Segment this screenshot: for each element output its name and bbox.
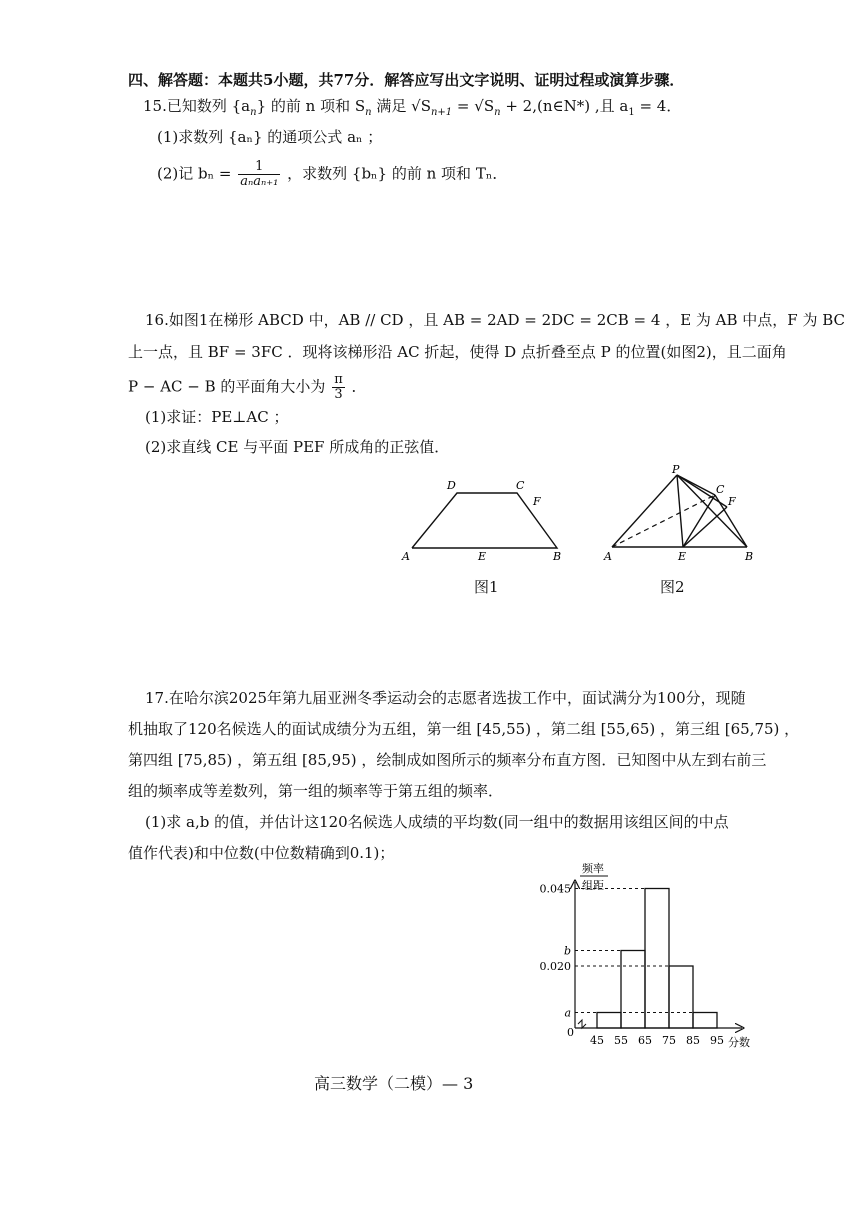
fig1-label-E: E: [478, 550, 487, 563]
y-tick-1: a: [564, 1006, 571, 1020]
edge-EF: [683, 507, 727, 547]
fig2-label-E: E: [678, 550, 687, 563]
y-label-top: 频率: [582, 862, 604, 875]
q17-line1: 17.在哈尔滨2025年第九届亚洲冬季运动会的志愿者选拔工作中，面试满分为100分，现随: [145, 689, 746, 707]
x-tick-75: 75: [662, 1034, 676, 1047]
x-tick-65: 65: [638, 1034, 652, 1047]
q17-part1-line1: (1)求 a,b 的值，并估计这120名候选人成绩的平均数(同一组中的数据用该组区间的中点: [145, 813, 729, 831]
q17-line3: 第四组 [75,85) ，第五组 [85,95) ，绘制成如图所示的频率分布直方图．已知图中从左到右前三: [128, 751, 767, 769]
q16-line3: P − AC − B 的平面角大小为 $\frac{\pi}{3}$ ．: [128, 372, 367, 402]
histogram-bar-2: [621, 951, 645, 1029]
edge-PA: [612, 475, 677, 547]
fig2-label-C: C: [716, 483, 725, 496]
q16-part1: (1)求证：PE⊥AC ；: [145, 408, 289, 426]
y-label-bottom: 组距: [582, 879, 604, 892]
y-tick-2: 0.020: [539, 960, 571, 973]
x-tick-95: 95: [710, 1034, 724, 1047]
fig1-label-D: D: [447, 479, 456, 492]
q15-part1: (1)求数列 {aₙ} 的通项公式 aₙ ；: [157, 128, 383, 146]
edge-PE: [677, 475, 683, 547]
q16-line2: 上一点，且 BF = 3FC ．现将该梯形沿 AC 折起，使得 D 点折叠至点 P 的位置(如图2)，且二面角: [128, 343, 787, 361]
y-tick-3: b: [563, 944, 571, 958]
figure-2-caption: 图2: [660, 578, 685, 596]
fig1-label-A: A: [402, 550, 410, 563]
q15-part2: (2)记 bₙ = $\frac{1}{\text{aₙaₙ₊₁}}$ ，求数列 {bₙ} 的前 n 项和 Tₙ．: [157, 159, 508, 189]
histogram-bar-5: [693, 1013, 717, 1029]
q17-line2: 机抽取了120名候选人的面试成绩分为五组，第一组 [45,55) ，第二组 [55,65) ，第三组 [65,75) ，: [128, 720, 800, 738]
axis-break-icon: [578, 1020, 586, 1028]
histogram-bar-4: [669, 966, 693, 1028]
edge-PB: [677, 475, 747, 547]
fig2-label-A: A: [604, 550, 612, 563]
figure-2-pyramid: [600, 465, 765, 570]
fig2-label-B: B: [745, 550, 754, 563]
fig1-label-F: F: [533, 495, 541, 508]
x-tick-85: 85: [686, 1034, 700, 1047]
fig1-label-B: B: [553, 550, 562, 563]
origin-label: 0: [567, 1026, 574, 1039]
q17-line4: 组的频率成等差数列，第一组的频率等于第五组的频率．: [128, 782, 504, 800]
page-footer: 高三数学（二模）— 3: [314, 1074, 474, 1093]
edge-EC: [683, 495, 715, 547]
fig2-label-P: P: [672, 463, 680, 476]
q15-fraction: $\frac{1}{\text{aₙaₙ₊₁}}$: [240, 159, 279, 189]
q16-line1: 16.如图1在梯形 ABCD 中，AB // CD ，且 AB = 2AD = 2DC = 2CB = 4 ，E 为 AB 中点，F 为 BC: [145, 311, 846, 329]
histogram-bar-1: [597, 1013, 621, 1029]
histogram-bar-3: [645, 889, 669, 1029]
figure-1-trapezoid: [400, 478, 570, 573]
q16-part2: (2)求直线 CE 与平面 PEF 所成角的正弦值．: [145, 438, 450, 456]
q17-part1-line2: 值作代表)和中位数(中位数精确到0.1)；: [128, 844, 395, 862]
frequency-histogram: [530, 860, 770, 1060]
fig1-label-C: C: [516, 479, 525, 492]
q15-stem: 15.已知数列 $\{a_n\}$ 的前 n 项和 $S_n$ 满足 $√S_{n+1} = √S_n$ + 2,(n∈N*) ,且 $a_1 = 4$．: [143, 97, 682, 118]
y-tick-4: 0.045: [539, 882, 571, 896]
fig2-label-F: F: [728, 495, 736, 508]
figure-1-caption: 图1: [474, 578, 499, 596]
x-tick-55: 55: [614, 1034, 628, 1047]
pi-over-3-fraction: $\frac{\pi}{3}$: [334, 372, 343, 402]
x-tick-45: 45: [590, 1034, 604, 1047]
section-header: 四、解答题：本题共5小题，共77分．解答应写出文字说明、证明过程或演算步骤．: [128, 71, 685, 89]
x-axis-label: 分数: [728, 1036, 750, 1049]
